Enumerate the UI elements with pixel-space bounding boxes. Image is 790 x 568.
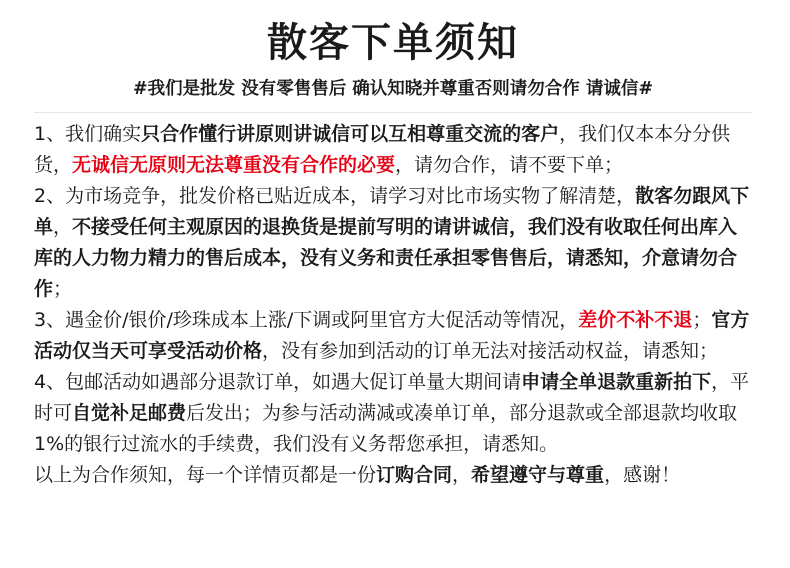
emphasis-text: 自觉补足邮费 — [72, 402, 187, 424]
notice-subtitle: #我们是批发 没有零售售后 确认知晓并尊重否则请勿合作 请诚信# — [132, 79, 654, 99]
emphasis-text: 订购合同 — [376, 464, 453, 486]
paragraph-text: ， — [452, 464, 472, 486]
paragraph-text: ，没有参加到活动的订单无法对接活动权益，请悉知； — [262, 340, 719, 362]
paragraph-text: 2、为市场竞争，批发价格已贴近成本，请学习对比市场实物了解清楚， — [34, 185, 636, 207]
notice-title: 散客下单须知 — [267, 20, 519, 66]
notice-paragraph — [34, 367, 752, 460]
emphasis-text: 希望遵守与尊重 — [471, 464, 605, 486]
paragraph-text: ，我们仅本本分分供货， — [34, 123, 731, 176]
notice-paragraph — [34, 460, 752, 491]
emphasis-text: 不接受任何主观原因的退换货是提前写明的请讲诚信，我们没有收取任何出库入库的人力物力精力的售后成本，没有义务和责任承担零售售后，请悉知，介意请勿合作 — [34, 216, 738, 300]
paragraph-text: 以上为合作须知，每一个详情页都是一份 — [34, 464, 377, 486]
paragraph-text: ，感谢！ — [604, 464, 681, 486]
divider — [34, 112, 752, 113]
emphasis-text: 散客勿跟风下单 — [34, 185, 750, 238]
paragraph-text: ，平时可 — [34, 371, 750, 424]
paragraph-text: ； — [53, 278, 73, 300]
highlight-text-red: 差价不补不退 — [578, 309, 693, 331]
notice-body — [34, 119, 752, 491]
emphasis-text: 申请全单退款重新拍下 — [521, 371, 712, 393]
notice-paragraph — [34, 119, 752, 181]
highlight-text-red: 无诚信无原则无法尊重没有合作的必要 — [72, 154, 396, 176]
paragraph-text: 1、我们确实 — [34, 123, 142, 145]
notice-paragraph — [34, 181, 752, 305]
paragraph-text: 3、遇金价/银价/珍珠成本上涨/下调或阿里官方大促活动等情况， — [34, 309, 579, 331]
paragraph-text: ， — [53, 216, 73, 238]
paragraph-text: ，请勿合作，请不要下单； — [395, 154, 624, 176]
paragraph-text: 4、包邮活动如遇部分退款订单，如遇大促订单量大期间请 — [34, 371, 522, 393]
emphasis-text: 只合作懂行讲原则讲诚信可以互相尊重交流的客户 — [141, 123, 560, 145]
emphasis-text: 官方活动仅当天可享受活动价格 — [34, 309, 750, 362]
paragraph-text: ； — [692, 309, 712, 331]
notice-paragraph — [34, 305, 752, 367]
paragraph-text: 后发出；为参与活动满减或凑单订单，部分退款或全部退款均收取1%的银行过流水的手续费，我们没有义务帮您承担，请悉知。 — [34, 402, 738, 455]
